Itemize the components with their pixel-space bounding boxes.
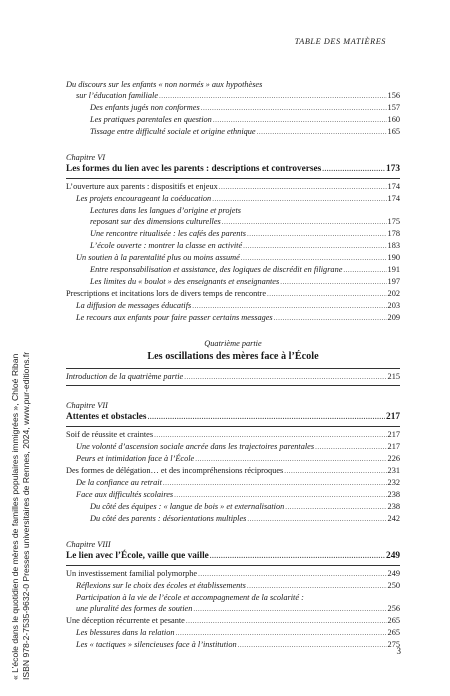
toc-page-number: 165 [387,127,400,136]
toc-subsection-line2: une pluralité des formes de soutien [76,604,193,613]
leader-dots [243,241,386,252]
toc-subsection [66,580,400,592]
toc-entry [66,102,400,114]
leader-dots [267,289,387,300]
toc-subsubsection [66,276,400,288]
toc-page-number: 238 [387,502,400,511]
toc-page-number: 275 [387,640,400,649]
chapter-title-row [66,411,400,424]
toc-section-title: Des formes de délégation… et des incompréhensions réciproques [66,466,284,475]
toc-entry-heading-line1: Du discours sur les enfants « non normés » aux hypothèses [66,80,263,89]
toc-subsubsection-line1: Lectures dans les langues d’origine et projets [90,206,242,215]
toc-subsubsection-title: L’école ouverte : montrer la classe en activité [90,241,243,250]
chapter-title: Le lien avec l’École, vaille que vaille [66,551,209,561]
leader-dots [198,569,386,580]
toc-entry-heading [66,79,400,102]
chapter-title-row [66,163,400,176]
toc-subsubsection [66,264,400,276]
toc-section-title: Soif de réussite et craintes [66,430,154,439]
chapter-title: Attentes et obstacles [66,412,147,422]
toc-page-number: 265 [387,616,400,625]
page-number: 3 [396,646,401,656]
leader-dots [343,265,386,276]
leader-dots [257,127,387,138]
toc-subsubsection [66,228,400,240]
toc-page-number: 209 [387,313,400,322]
leader-dots [186,616,387,627]
toc-subsubsection [66,205,400,228]
leader-dots [322,163,385,176]
copyright-side-note [10,0,32,680]
leader-dots [184,372,386,383]
toc-subsection [66,441,400,453]
toc-page-number: 190 [387,253,400,262]
chapter-title-row [66,550,400,563]
toc-page-number: 232 [387,478,400,487]
leader-dots [247,514,386,525]
toc-page-number: 217 [386,412,400,422]
toc-subsection-title: Les blessures dans la relation [76,628,175,637]
toc-subsection [66,312,400,324]
toc-section [66,429,400,441]
toc-section [66,181,400,193]
toc-page-number: 238 [387,490,400,499]
chapter-rule [66,178,400,179]
toc-page-number: 183 [387,241,400,250]
toc-section [66,568,400,580]
toc-intro [66,371,400,383]
toc-page-number: 173 [386,164,400,174]
toc-subsection-title: Peurs et intimidation face à l’École [76,454,195,463]
leader-dots [213,115,387,126]
toc-subsection-title: Réflexions sur le choix des écoles et établissements [76,581,246,590]
leader-dots [285,502,386,513]
chapter-label: Chapitre VIII [66,540,111,549]
toc-subsection-line1: Participation à la vie de l’école et accompagnement de la scolarité : [76,593,304,602]
leader-dots [192,301,386,312]
part-title: Les oscillations des mères face à l’École [147,351,319,362]
chapter-label: Chapitre VII [66,401,108,410]
leader-dots [315,442,386,453]
toc-subsection [66,252,400,264]
toc-page-number: 265 [387,628,400,637]
toc-subsubsection-title: Une rencontre ritualisée : les cafés des parents [90,229,246,238]
toc-page-number: 202 [387,289,400,298]
leader-dots [176,628,387,639]
toc-page-number: 256 [387,604,400,613]
toc-entry-title: Tissage entre difficulté sociale et origine ethnique [90,127,256,136]
toc-subsection-title: La diffusion de messages éducatifs [76,301,192,310]
toc-page-number: 217 [387,442,400,451]
toc-page-number: 250 [387,581,400,590]
toc-subsection [66,639,400,651]
toc-entry-title: Des enfants jugés non conformes [90,103,200,112]
leader-dots [222,217,387,228]
toc-subsection [66,477,400,489]
toc-page-number: 217 [387,430,400,439]
toc-page-number: 191 [387,265,400,274]
leader-dots [163,478,387,489]
leader-dots [280,277,386,288]
side-note-line-1: « L’école dans le quotidien de mères de familles populaires immigrées », Chloé Riban [10,353,20,680]
leader-dots [247,229,387,240]
leader-dots [148,411,385,424]
toc-section [66,465,400,477]
leader-dots [212,194,386,205]
leader-dots [284,466,386,477]
toc-subsection-title: Face aux difficultés scolaires [76,490,174,499]
leader-dots [274,313,387,324]
running-header: TABLE DES MATIÈRES [294,37,386,46]
toc-page-number: 215 [387,372,400,381]
toc-subsection [66,592,400,615]
toc-subsubsection-title: Les limites du « boulot » des enseignants et enseignantes [90,277,280,286]
toc-page-number: 156 [387,91,400,100]
leader-dots [159,91,387,102]
toc-subsection-title: De la confiance au retrait [76,478,162,487]
toc-subsubsection [66,501,400,513]
chapter-label: Chapitre VI [66,153,106,162]
toc-subsection-title: Un soutien à la parentalité plus ou moins assumé [76,253,240,262]
part-label: Quatrième partie [204,339,262,348]
chapter-rule [66,426,400,427]
toc-subsubsection [66,513,400,525]
toc-subsubsection [66,240,400,252]
part-rule [66,385,400,386]
toc-entry-title: Les pratiques parentales en question [90,115,212,124]
chapter-title: Les formes du lien avec les parents : descriptions et controverses [66,164,322,174]
toc-page-number: 174 [387,194,400,203]
toc-page-number: 157 [387,103,400,112]
table-of-contents [66,79,400,651]
toc-intro-title: Introduction de la quatrième partie [66,372,184,381]
toc-page-number: 174 [387,182,400,191]
toc-subsection [66,627,400,639]
toc-section-title: L’ouverture aux parents : dispositifs et enjeux [66,182,218,191]
leader-dots [241,253,387,264]
toc-page-number: 242 [387,514,400,523]
toc-page-number: 175 [387,217,400,226]
part-rule [66,368,400,369]
toc-section [66,615,400,627]
toc-entry [66,114,400,126]
toc-page-number: 203 [387,301,400,310]
toc-page-number: 249 [387,569,400,578]
toc-page-number: 160 [387,115,400,124]
chapter-rule [66,565,400,566]
leader-dots [247,581,387,592]
toc-subsection-title: Le recours aux enfants pour faire passer certains messages [76,313,273,322]
toc-entry [66,126,400,138]
toc-page-number: 249 [386,551,400,561]
leader-dots [201,103,387,114]
toc-subsection [66,300,400,312]
toc-subsubsection-title: Du côté des parents : désorientations multiples [90,514,247,523]
toc-page-number: 178 [387,229,400,238]
leader-dots [154,430,386,441]
toc-section [66,288,400,300]
toc-subsection-title: Les « tactiques » silencieuses face à l’institution [76,640,237,649]
side-note-line-2: ISBN 978-2-7535-9632-0 Presses universitaires de Rennes, 2024, www.pur-editions.fr [21,351,31,680]
leader-dots [193,604,386,615]
leader-dots [195,454,386,465]
toc-section-title: Une déception récurrente et pesante [66,616,185,625]
toc-subsubsection-title: Entre responsabilisation et assistance, des logiques de discrédit en filigrane [90,265,343,274]
toc-subsection [66,193,400,205]
toc-entry-heading-line2: sur l’éducation familiale [76,91,159,100]
leader-dots [210,550,385,563]
toc-subsection-title: Les projets encourageant la coéducation [76,194,212,203]
toc-section-title: Prescriptions et incitations lors de divers temps de rencontre [66,289,266,298]
toc-page-number: 226 [387,454,400,463]
toc-subsection [66,489,400,501]
toc-subsection-title: Une volonté d’ascension sociale ancrée dans les trajectoires parentales [76,442,315,451]
toc-section-title: Un investissement familial polymorphe [66,569,198,578]
toc-subsection [66,453,400,465]
toc-subsubsection-title: Du côté des équipes : « langue de bois » et externalisation [90,502,285,511]
toc-subsubsection-line2: reposant sur des dimensions culturelles [90,217,221,226]
toc-page-number: 231 [387,466,400,475]
leader-dots [174,490,386,501]
leader-dots [219,182,387,193]
toc-page-number: 197 [387,277,400,286]
leader-dots [238,640,387,651]
